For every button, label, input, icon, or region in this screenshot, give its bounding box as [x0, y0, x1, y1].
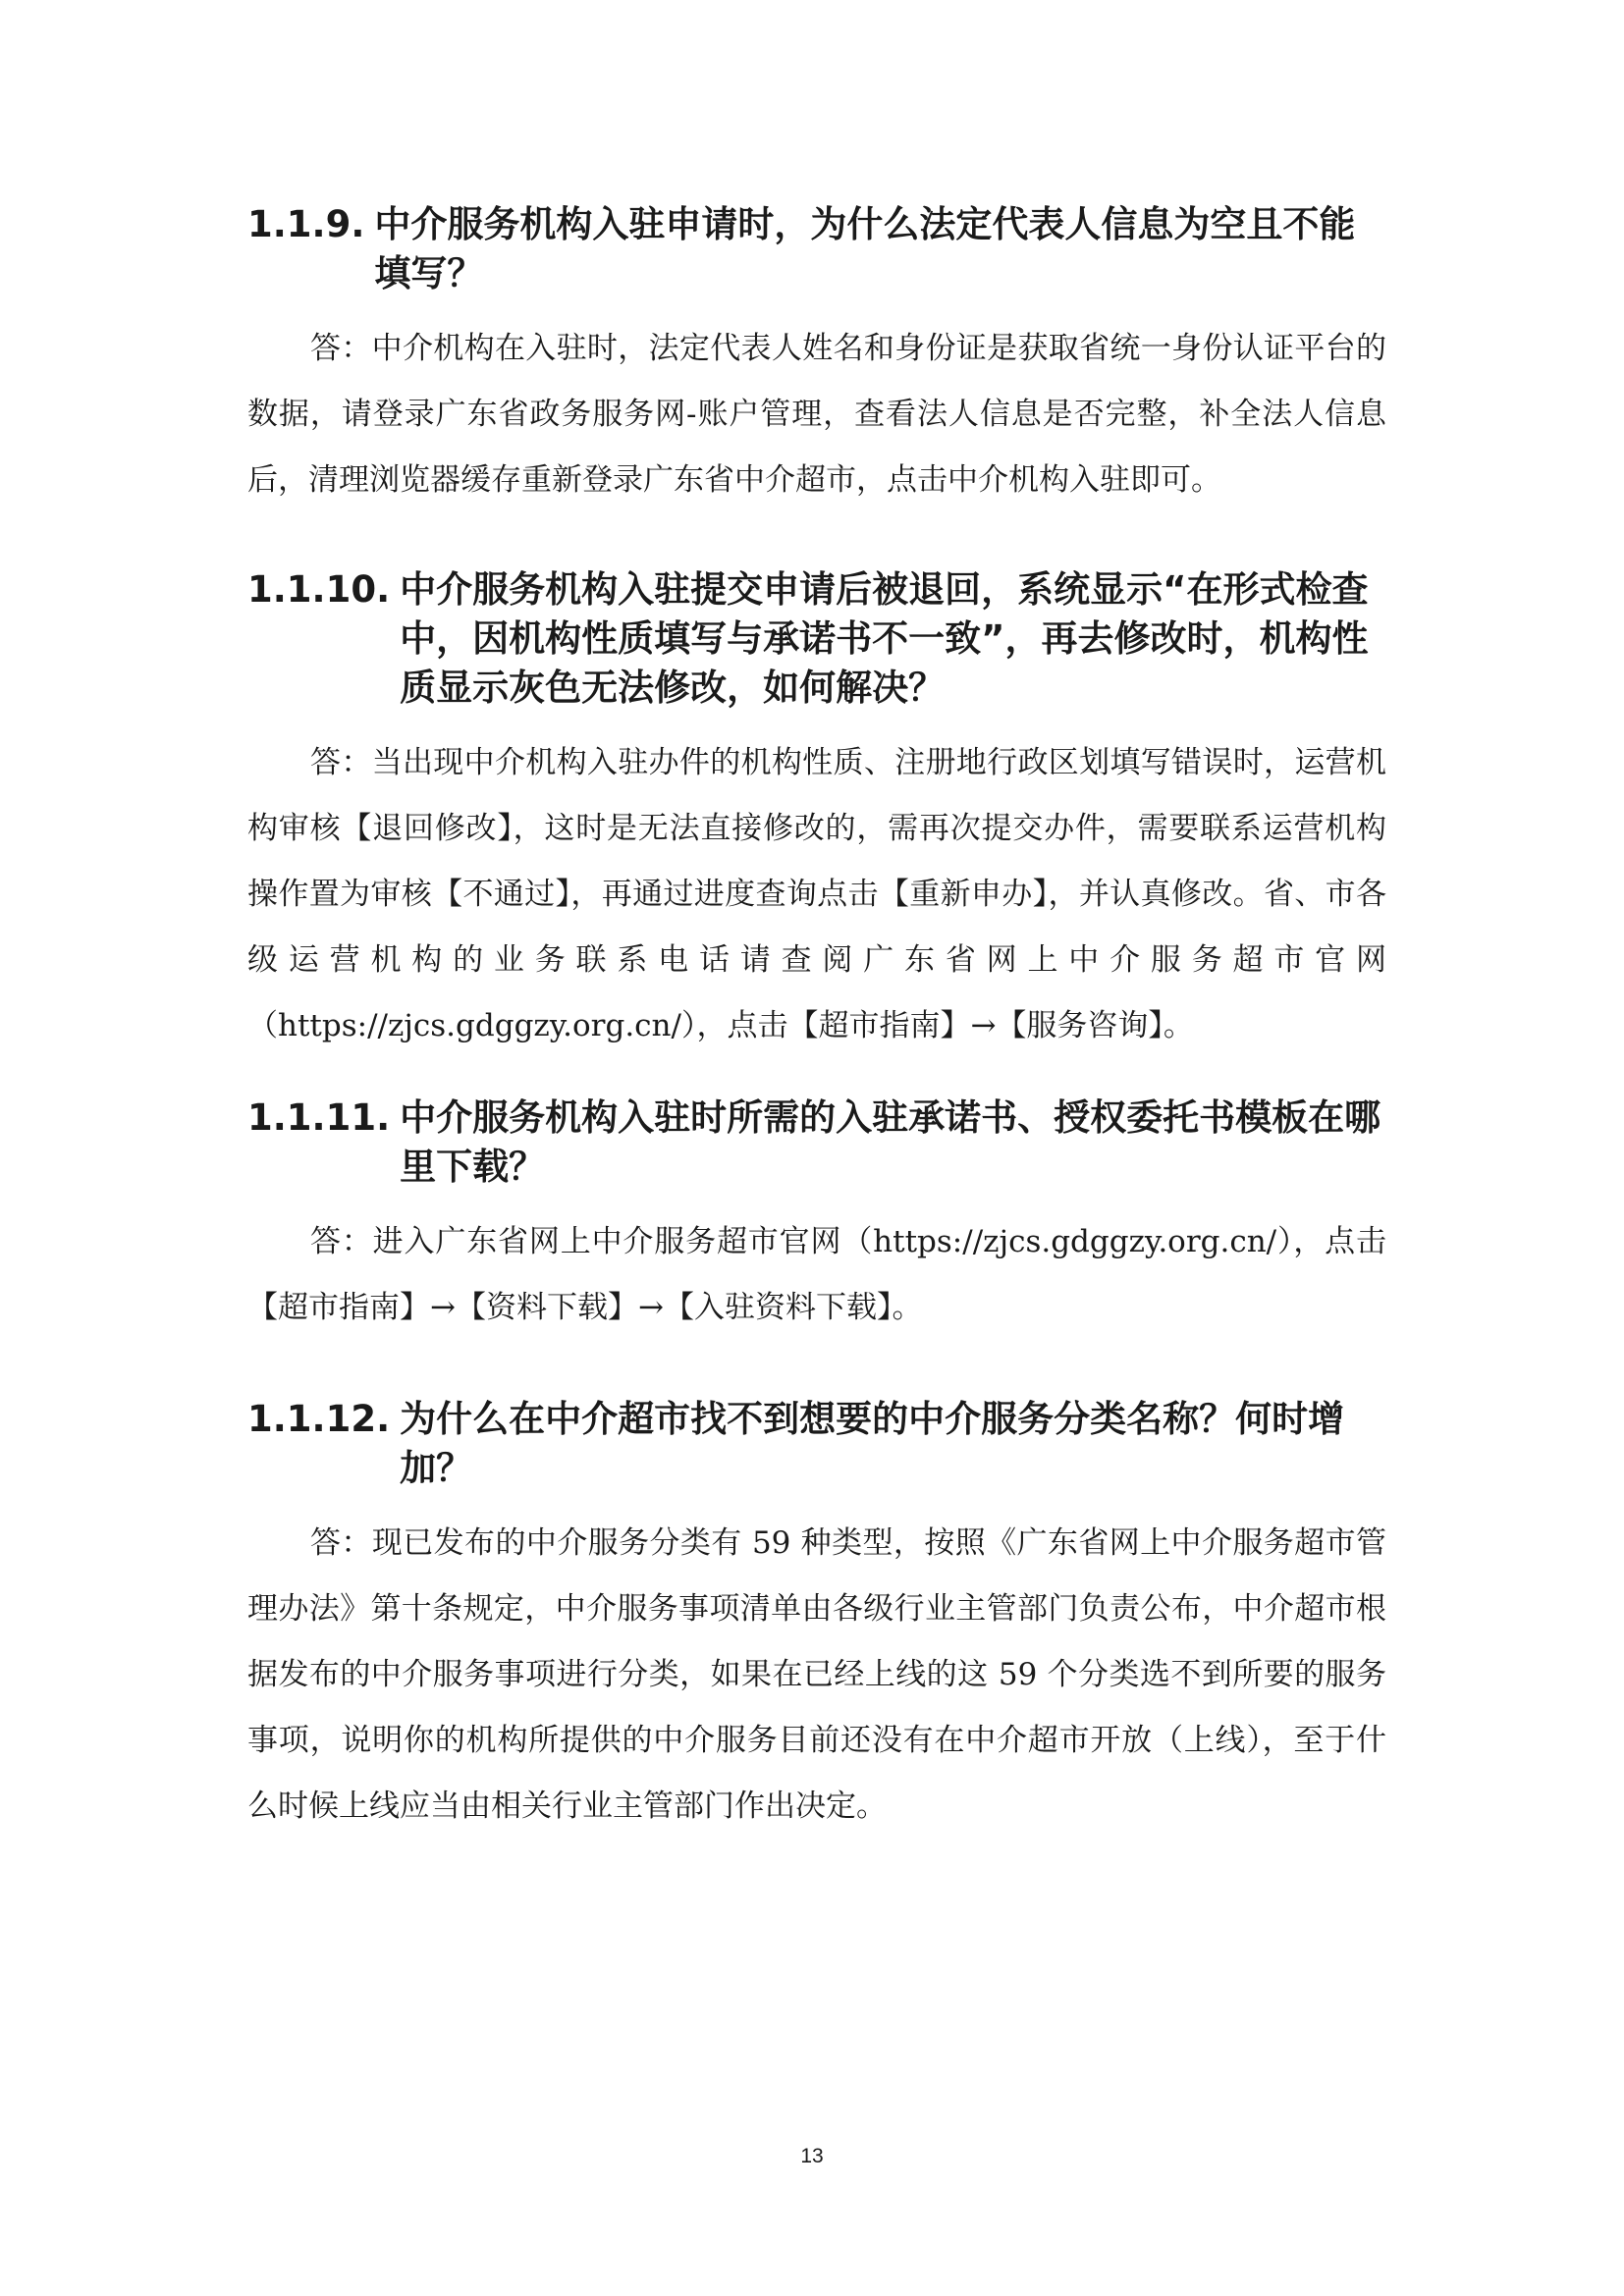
faq-section-1-1-9: [247, 200, 1386, 513]
section-heading: [247, 1395, 1386, 1493]
section-number: 1.1.10.: [247, 568, 391, 611]
section-number: 1.1.11.: [247, 1096, 391, 1139]
section-number: 1.1.12.: [247, 1398, 391, 1440]
section-heading: [247, 1094, 1386, 1192]
section-answer: 答：进入广东省网上中介服务超市官网（https://zjcs.gdggzy.org.cn/），点击【超市指南】→【资料下载】→【入驻资料下载】。: [247, 1224, 1386, 1325]
section-answer: 答：中介机构在入驻时，法定代表人姓名和身份证是获取省统一身份认证平台的数据，请登录广东省政务服务网-账户管理，查看法人信息是否完整，补全法人信息后，清理浏览器缓存重新登录广东省中介超市，点击中介机构入驻即可。: [247, 331, 1386, 498]
section-title: 中介服务机构入驻时所需的入驻承诺书、授权委托书模板在哪里下载？: [400, 1096, 1381, 1188]
section-number: 1.1.9.: [247, 203, 365, 245]
section-title: 中介服务机构入驻提交申请后被退回，系统显示“在形式检查中，因机构性质填写与承诺书不一致”，再去修改时，机构性质显示灰色无法修改，如何解决？: [400, 568, 1369, 709]
faq-section-1-1-12: [247, 1395, 1386, 1840]
section-heading: [247, 565, 1386, 713]
section-answer: 答：当出现中介机构入驻办件的机构性质、注册地行政区划填写错误时，运营机构审核【退回修改】，这时是无法直接修改的，需再次提交办件，需要联系运营机构操作置为审核【不通过】，再通过进度查询点击【重新申办】，并认真修改。省、市各级运营机构的业务联系电话请查阅广东省网上中介服务超市官网（https://zjcs.gdggzy.org.cn/），点击【超市指南】→【服务咨询】。: [247, 745, 1386, 1043]
section-title: 为什么在中介超市找不到想要的中介服务分类名称？何时增加？: [400, 1398, 1345, 1489]
faq-section-1-1-11: [247, 1094, 1386, 1341]
section-answer: 答：现已发布的中介服务分类有 59 种类型，按照《广东省网上中介服务超市管理办法》第十条规定，中介服务事项清单由各级行业主管部门负责公布，中介超市根据发布的中介服务事项进行分类，如果在已经上线的这 59 个分类选不到所要的服务事项，说明你的机构所提供的中介服务目前还没有在中介超市开放（上线），至于什么时候上线应当由相关行业主管部门作出决定。: [247, 1525, 1386, 1824]
section-title: 中介服务机构入驻申请时，为什么法定代表人信息为空且不能填写？: [374, 203, 1356, 294]
section-heading: [247, 200, 1386, 298]
page-number: 13: [800, 2145, 824, 2167]
faq-section-1-1-10: [247, 565, 1386, 1059]
